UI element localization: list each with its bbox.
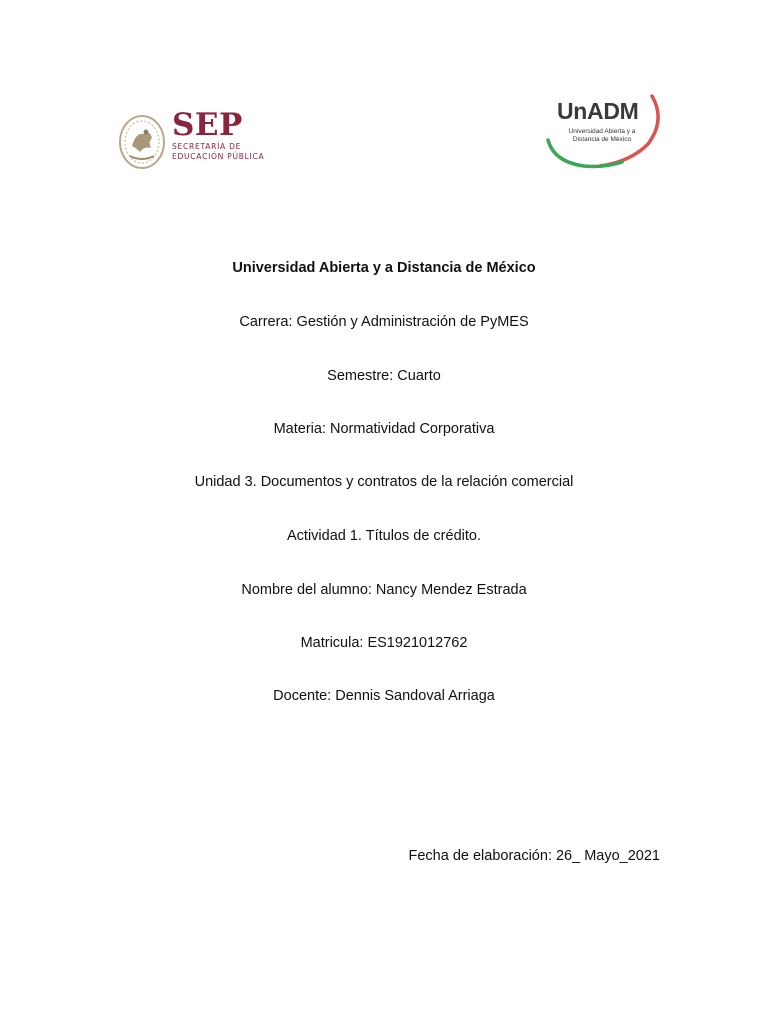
- student-line: Nombre del alumno: Nancy Mendez Estrada: [241, 582, 527, 598]
- sep-subtitle-1: SECRETARÍA DE: [172, 142, 242, 151]
- unadm-subtitle-1: Universidad Abierta y a: [568, 128, 636, 135]
- university-title: Universidad Abierta y a Distancia de México: [232, 260, 536, 276]
- sep-wordmark: [172, 108, 264, 162]
- mexican-eagle-seal-icon: [118, 112, 166, 170]
- unadm-logo: [544, 90, 662, 170]
- teacher-line: Docente: Dennis Sandoval Arriaga: [273, 688, 495, 704]
- sep-subtitle-2: EDUCACIÓN PÚBLICA: [172, 152, 265, 161]
- unadm-subtitle-2: Distancia de México: [572, 136, 632, 143]
- subject-line: Materia: Normatividad Corporativa: [273, 421, 495, 437]
- activity-line: Actividad 1. Títulos de crédito.: [287, 528, 481, 544]
- unadm-subtitle: [562, 128, 642, 144]
- career-line: Carrera: Gestión y Administración de PyMES: [239, 314, 529, 330]
- semester-line: Semestre: Cuarto: [327, 368, 441, 384]
- sep-name: SEP: [172, 107, 243, 143]
- enrollment-line: Matricula: ES1921012762: [300, 635, 468, 651]
- unadm-name: UnADM: [557, 98, 639, 124]
- date-line: Fecha de elaboración: 26_ Mayo_2021: [408, 848, 660, 864]
- unit-line: Unidad 3. Documentos y contratos de la relación comercial: [194, 474, 574, 490]
- sep-logo: [118, 108, 268, 170]
